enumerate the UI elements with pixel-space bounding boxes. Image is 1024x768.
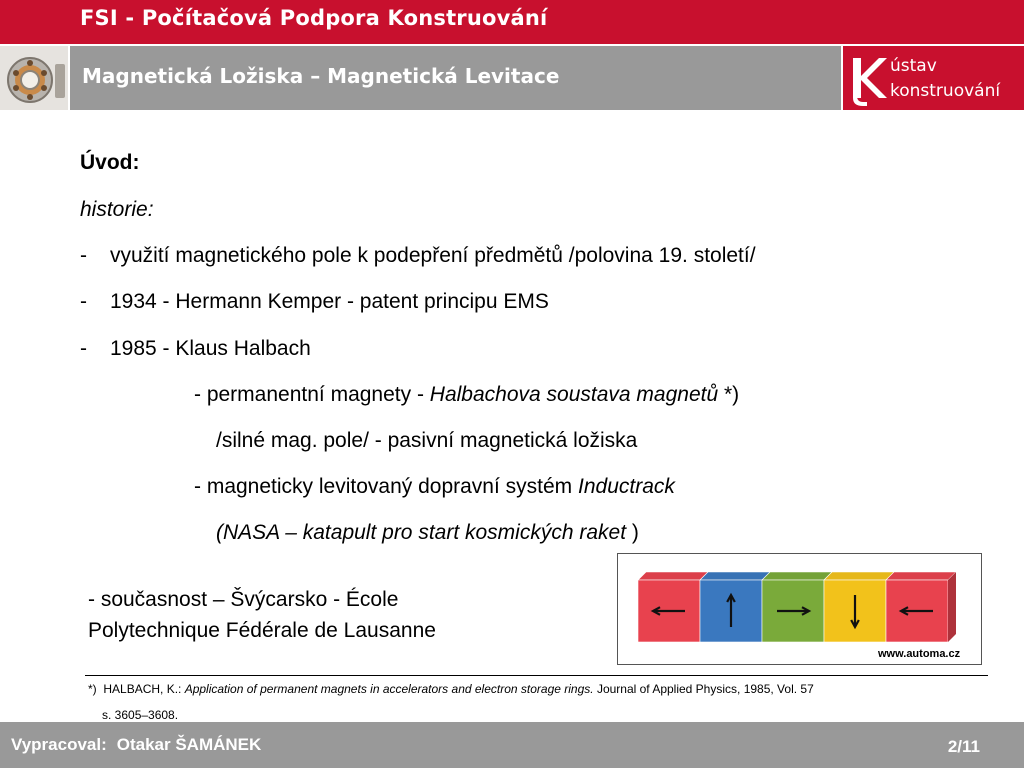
inductrack-term: Inductrack (578, 475, 675, 498)
present-line-2: Polytechnique Fédérale de Lausanne (88, 619, 436, 642)
footnote-title: Application of permanent magnets in accelerators and electron storage rings. (184, 682, 594, 696)
nasa-note: (NASA – katapult pro start kosmických raket (216, 521, 627, 544)
present-line-1: - současnost – Švýcarsko - École (88, 588, 399, 611)
bullet-item-1: využití magnetického pole k podepření předmětů /polovina 19. století/ (110, 244, 756, 267)
sub-item-halbach (194, 383, 739, 407)
footnote-marker: *) (88, 682, 97, 696)
sub-item-inductrack-a: - magneticky levitovaný dopravní systém (194, 475, 578, 498)
author-credit (11, 735, 261, 755)
bullet-dash: - (80, 244, 87, 267)
magnet-block-right (762, 572, 832, 642)
logo-text-line1: ústav (890, 56, 937, 76)
bullet-dash: - (80, 337, 87, 360)
footnote-journal: Journal of Applied Physics, 1985, Vol. 57 (593, 682, 814, 696)
footnote-line-1 (88, 682, 814, 696)
bullet-item-2: 1934 - Hermann Kemper - patent principu EMS (110, 290, 549, 313)
magnet-block-left (886, 572, 956, 642)
section-heading: Úvod: (80, 151, 140, 174)
magnet-block-down (824, 572, 894, 642)
author-label: Vypracoval: (11, 735, 107, 754)
slide-title: Magnetická Ložiska – Magnetická Levitace (82, 64, 560, 88)
halbach-array-term: Halbachova soustava magnetů (429, 383, 719, 406)
magnet-blocks (638, 572, 956, 642)
sub-item-inductrack-detail (216, 521, 639, 545)
magnet-block-up (700, 572, 770, 642)
image-credit: www.automa.cz (878, 648, 961, 660)
history-label: historie: (80, 198, 154, 221)
bullet-item-3: 1985 - Klaus Halbach (110, 337, 311, 360)
sub-item-halbach-detail: /silné mag. pole/ - pasivní magnetická ložiska (216, 429, 638, 452)
footnote-authors: HALBACH, K.: (103, 682, 185, 696)
logo-text-line2: konstruování (890, 81, 1001, 101)
footnote-line-2: s. 3605–3608. (102, 708, 179, 722)
author-name: Otakar ŠAMÁNEK (116, 735, 262, 754)
footnote-divider (85, 675, 988, 676)
bullet-dash: - (80, 290, 87, 313)
course-title: FSI - Počítačová Podpora Konstruování (80, 6, 548, 30)
footer-bar (0, 722, 1024, 768)
footnote-ref: *) (718, 383, 740, 406)
nasa-note-end: ) (626, 521, 639, 544)
magnet-block-left (638, 572, 708, 642)
sub-item-inductrack (194, 475, 675, 499)
sub-item-halbach-a: - permanentní magnety - (194, 383, 430, 406)
page-number: 2/11 (947, 737, 980, 756)
